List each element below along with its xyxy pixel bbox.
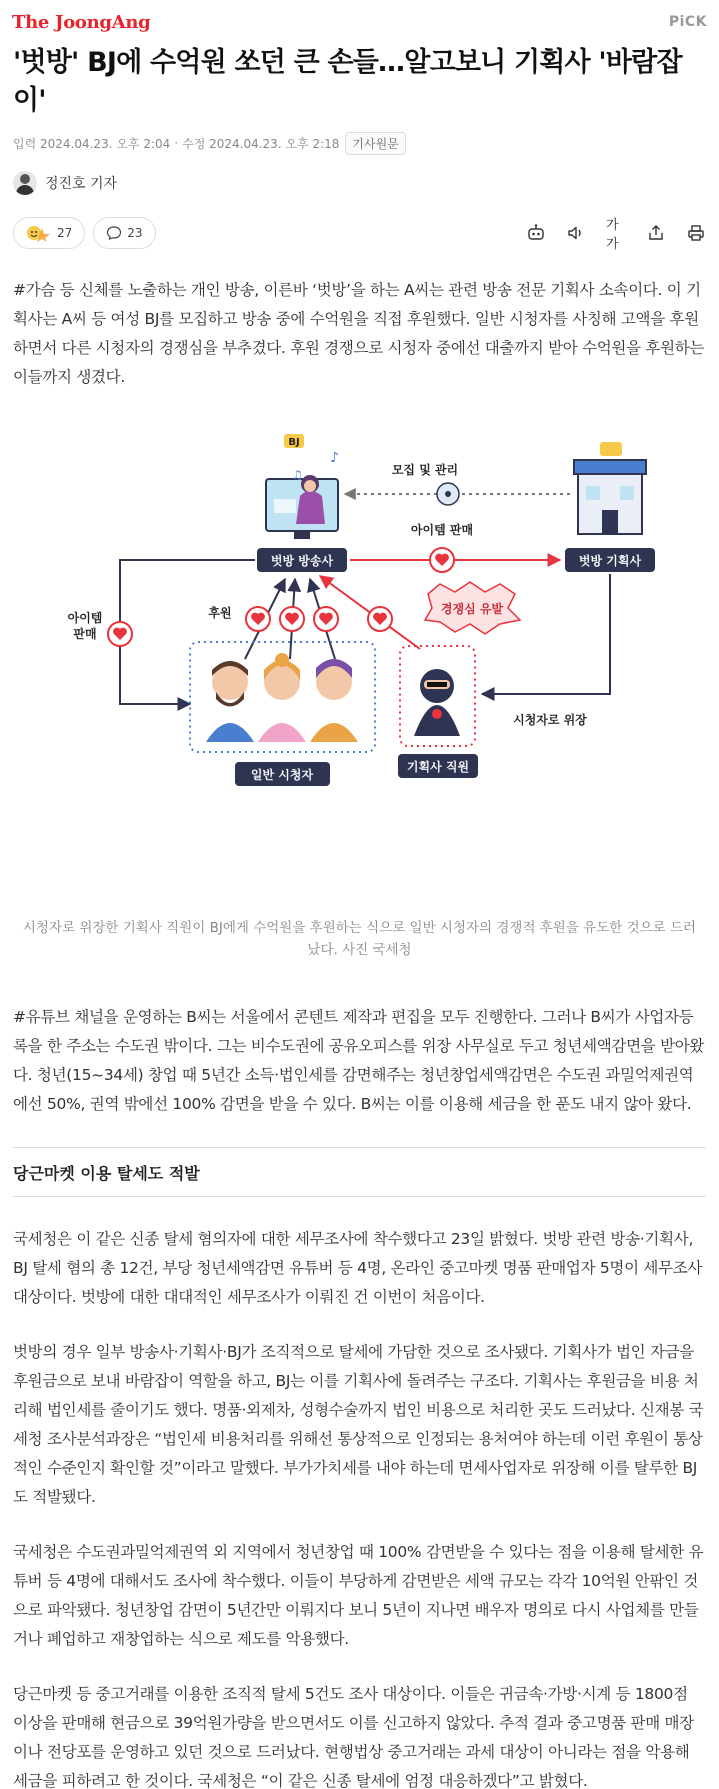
bj-tag: BJ bbox=[287, 437, 300, 448]
agency-building-illustration bbox=[574, 442, 646, 534]
paragraph: #유튜브 채널을 운영하는 B씨는 서울에서 콘텐트 제작과 편집을 모두 진행한다. 그러나 B씨가 사업자등록을 한 주소는 수도권 밖이다. 그는 비수도권에 공유오피스를 위장 사무실로 두고 청년세액감면을 받아왔다. 청년(15~34세) 창업 때 5년간 소득·법인세를 감면해주는 청년창업세액감면은 수도권 과밀억제권역에선 50%, 권역 밖에선 100% 감면을 받을 수 있다. B씨는 이를 이용해 세금을 한 푼도 내지 않아 왔다. bbox=[13, 1008, 705, 1113]
competition-badge bbox=[425, 582, 520, 634]
author-avatar bbox=[13, 171, 37, 195]
paragraph: 국세청은 수도권과밀억제권역 외 지역에서 청년창업 때 100% 감면받을 수 있다는 점을 이용해 탈세한 유튜버 등 4명에 대해서도 조사에 착수했다. 이들이 부당하게 감면받은 세액 규모는 각각 10억원 안팎인 것으로 파악됐다. 청년창업 감면이 5년간만 이뤄지다 보니 5년이 지나면 배우자 명의로 다시 사업체를 만들거나 폐업하고 재창업하는 식으로 제도를 악용했다. bbox=[13, 1543, 704, 1648]
published-date: 입력 2024.04.23. 오후 2:04 bbox=[13, 136, 171, 151]
action-bar bbox=[0, 216, 719, 250]
top-bar bbox=[0, 0, 719, 44]
agency-label: 벗방 기획사 bbox=[578, 554, 641, 568]
figure-caption: 시청자로 위장한 기획사 직원이 BJ에게 수억원을 후원하는 식으로 일반 시청자의 경쟁적 후원을 유도한 것으로 드러났다. 사진 국세청 bbox=[22, 920, 697, 958]
share-button[interactable] bbox=[646, 223, 666, 243]
paragraph: 당근마켓 등 중고거래를 이용한 조직적 탈세 5건도 조사 대상이다. 이들은 귀금속·가방·시계 등 1800점 이상을 판매해 현금으로 39억원가량을 받으면서도 이를 신고하지 않았다. 추적 결과 중고명품 판매 매장이나 전당포를 운영하고 있던 것으로 드러났다. 현행법상 중고거래는 과세 대상이 아니라는 점을 악용해 세금을 피하려고 한 것이다. 국세청은 “이 같은 신종 탈세에 엄정 대응하겠다”고 밝혔다. bbox=[13, 1685, 694, 1789]
comment-button[interactable] bbox=[93, 217, 155, 249]
paragraph: 벗방의 경우 일부 방송사·기획사·BJ가 조직적으로 탈세에 가담한 것으로 조사됐다. 기획사가 법인 자금을 후원금으로 보내 바람잡이 역할을 하고, BJ는 이를 기획사에 돌려주는 구조다. 기획사는 후원금을 비용 처리해 법인세를 줄이기도 했다. 명품·외제차, 성형수술까지 법인 비용으로 처리한 곳도 드러났다. 신재봉 국세청 조사분석과장은 “법인세 비용처리를 위해선 통상적으로 인정되는 용처여야 하는데 이런 후원이 통상적인 수준인지 확인할 것”이라고 말했다. 부가가치세를 내야 하는데 면세사업자로 위장해 이를 탈루한 BJ도 적발됐다. bbox=[13, 1343, 704, 1506]
comment-icon bbox=[106, 225, 122, 241]
hacker-avatar bbox=[414, 669, 460, 736]
broadcaster-label: 벗방 방송사 bbox=[270, 554, 333, 568]
original-article-button[interactable]: 기사원문 bbox=[345, 132, 405, 155]
item-sale-top-label: 아이템 판매 bbox=[410, 523, 473, 537]
robot-icon bbox=[526, 223, 546, 243]
print-icon bbox=[686, 223, 706, 243]
disguise-label: 시청자로 위장 bbox=[512, 713, 587, 727]
audio-button[interactable] bbox=[566, 223, 586, 243]
heart-icon bbox=[108, 622, 132, 646]
music-note-icon: ♪ bbox=[329, 450, 339, 466]
heart-icon bbox=[430, 548, 454, 572]
bj-monitor-illustration bbox=[266, 434, 339, 539]
music-note-icon: ♫ bbox=[291, 468, 303, 482]
paragraph: 국세청은 이 같은 신종 탈세 혐의자에 대한 세무조사에 착수했다고 23일 밝혔다. 벗방 관련 방송·기획사, BJ 탈세 혐의 총 12건, 부당 청년세액감면 유튜버 등 4명, 온라인 중고마켓 명품 판매업자 5명이 세무조사 대상이다. 벗방에 대한 대대적인 세무조사가 이뤄진 건 이번이 처음이다. bbox=[13, 1230, 703, 1306]
summary-bot-button[interactable] bbox=[526, 223, 546, 243]
heart-icon bbox=[246, 607, 270, 631]
heart-icon bbox=[368, 607, 392, 631]
article-figure bbox=[0, 424, 719, 869]
viewers-label: 일반 시청자 bbox=[250, 768, 313, 782]
heart-icon bbox=[314, 607, 338, 631]
share-icon bbox=[646, 223, 666, 243]
reaction-emoji-icon bbox=[26, 224, 52, 242]
article-title: '벗방' BJ에 수억원 쏘던 큰 손들…알고보니 기획사 '바람잡이' bbox=[13, 47, 682, 116]
donation-label: 후원 bbox=[207, 606, 232, 620]
item-sale-left-label: 아이템 판매 bbox=[67, 611, 102, 641]
recruit-label: 모집 및 관리 bbox=[391, 463, 458, 477]
author-name: 정진호 기자 bbox=[45, 176, 118, 192]
viewer-avatar bbox=[206, 661, 254, 742]
competition-label: 경쟁심 유발 bbox=[440, 602, 503, 616]
pick-label: PiCK bbox=[668, 14, 707, 30]
paragraph: #가슴 등 신체를 노출하는 개인 방송, 이른바 ‘벗방’을 하는 A씨는 관련 방송 전문 기획사 소속이다. 이 기획사는 A씨 등 여성 BJ를 모집하고 방송 중에 수억원을 직접 후원했다. 일반 시청자를 사칭해 고액을 후원하면서 다른 시청자의 경쟁심을 부추겼다. 후원 경쟁으로 시청자 중에선 대출까지 받아 수억원을 후원하는 이들까지 생겼다. bbox=[13, 281, 705, 386]
meta-separator: · bbox=[174, 136, 179, 150]
heart-icon bbox=[280, 607, 304, 631]
author-row[interactable] bbox=[0, 168, 719, 198]
viewer-avatar bbox=[258, 653, 306, 742]
tax-evasion-diagram bbox=[30, 424, 690, 869]
reaction-count: 27 bbox=[57, 226, 73, 240]
comment-count: 23 bbox=[127, 226, 143, 240]
modified-date: 수정 2024.04.23. 오후 2:18 bbox=[182, 136, 340, 151]
reaction-button[interactable] bbox=[13, 217, 85, 249]
staff-label: 기획사 직원 bbox=[406, 760, 469, 774]
font-size-button[interactable]: 가가 bbox=[606, 218, 619, 252]
section-subheading: 당근마켓 이용 탈세도 적발 bbox=[13, 1147, 706, 1197]
article-meta bbox=[0, 130, 719, 156]
brand-logo[interactable]: The JoongAng bbox=[12, 11, 151, 33]
print-button[interactable] bbox=[686, 223, 706, 243]
viewer-avatar bbox=[310, 659, 358, 742]
speaker-icon bbox=[566, 223, 586, 243]
